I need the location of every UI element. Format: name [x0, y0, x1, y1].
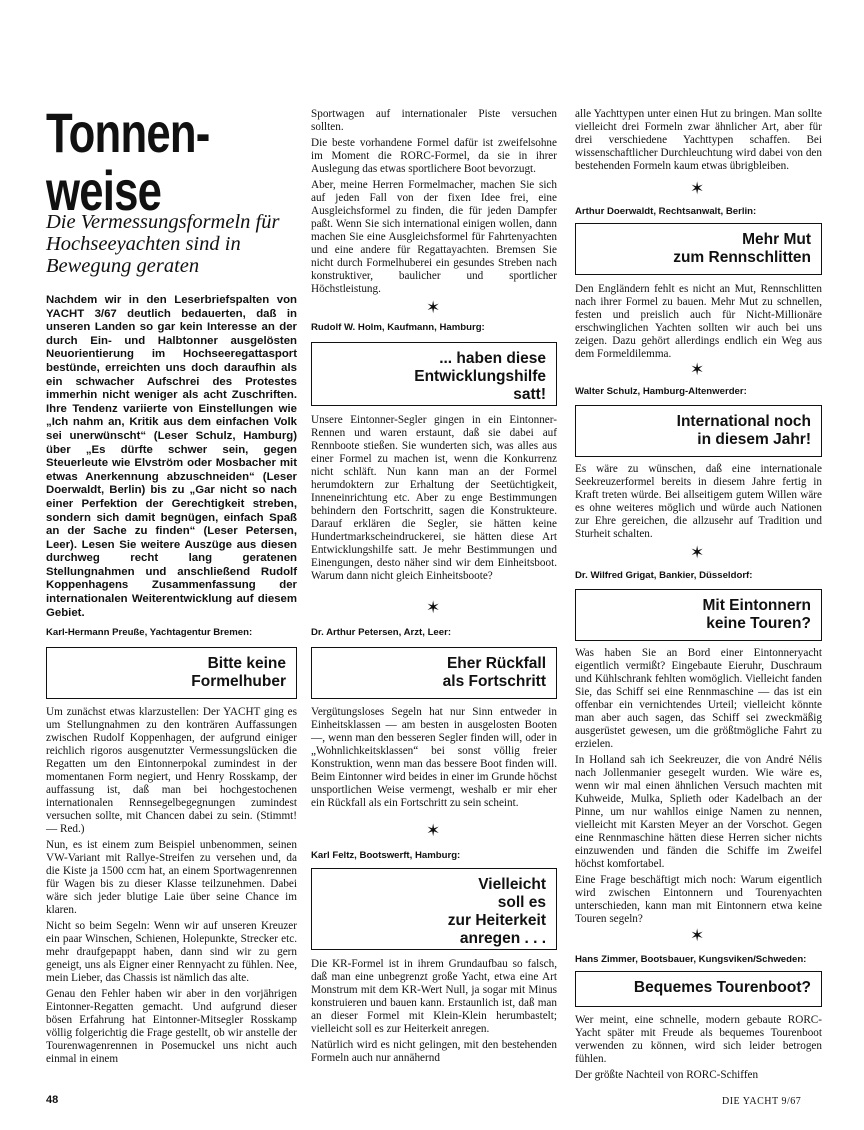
box-line: anregen . . . [459, 930, 546, 947]
byline-doerwaldt: Arthur Doerwaldt, Rechtsanwalt, Berlin: [575, 206, 757, 217]
paragraph: Sportwagen auf internationaler Piste versuchen sollten. [311, 108, 557, 133]
box-line: Bitte keine [207, 655, 286, 672]
box-line: Formelhuber [191, 673, 286, 690]
intro-paragraph: Nachdem wir in den Leserbriefspalten von YACHT 3/67 deutlich bedauerten, daß in unseren Landen so gar kein Interesse an der durch Ein- und Halbtonner ausgelösten Neuorientierung im Hochseeregattasport bestünde, erreichten uns doch daraufhin als ein schwacher Aufschrei des Protestes immerhin nicht weniger als acht Zuschriften. Ihre Tendenz variierte von Einstellungen wie „Ich nahm an, Kritik aus dem einfachen Volk sei unerwünscht“ (Leser Schulz, Hamburg) über „Es dürfte schwer sein, gegen Steuerleute wie Elvström oder Mosbacher mit etwas Anerkennung abzuschneiden“ (Leser Doerwaldt, Berlin) bis zu „Gar nicht so nach einer Perfektion der Gerechtigkeit streben, sondern sich damit begnügen, einfach Spaß an der Sache zu finden“ (Leser Petersen, Leer). Lesen Sie weitere Auszüge aus diesen durchweg recht lang geratenen Stellungnahmen und anschließend Rudolf Koppenhagens Zusammenfassung der internationalen Weiterentwicklung auf diesem Gebiet. [46, 294, 297, 619]
byline-grigat: Dr. Wilfred Grigat, Bankier, Düsseldorf: [575, 570, 753, 581]
separator-star: ✶ [426, 821, 441, 841]
headline-box-entwicklungshilfe [311, 342, 557, 406]
headline-box-tourenboot [575, 971, 822, 1007]
col2-text-1 [311, 414, 557, 586]
box-line: keine Touren? [706, 615, 811, 632]
paragraph: Nicht so beim Segeln: Wenn wir auf unseren Kreuzer ein paar Winschen, Schienen, Holepunkte, Strecker etc. mehr draufgepappt haben, dann sind wir zu gern geneigt, uns als Eigner einer Rennyacht zu fühlen. Nee, mein Lieber, das Chassis ist nämlich das alte. [46, 920, 297, 984]
paragraph: Wer meint, eine schnelle, modern gebaute RORC-Yacht später mit Freude als bequemes Tourenboot verwenden zu können, wird sich leider betrogen fühlen. [575, 1014, 822, 1065]
col3-text-2 [575, 463, 822, 544]
box-line: soll es [497, 894, 546, 911]
col3-text-4 [575, 1014, 822, 1085]
col3-text-3 [575, 647, 822, 929]
col3-top-text [575, 108, 822, 176]
box-line: Mit Eintonnern [702, 597, 811, 614]
col1-text [46, 706, 297, 1069]
title-line-2: weise [46, 159, 162, 222]
box-line: zum Rennschlitten [673, 249, 811, 266]
separator-star: ✶ [426, 598, 441, 618]
headline-box-mehr-mut [575, 223, 822, 275]
paragraph: Die beste vorhandene Formel dafür ist zweifelsohne im Moment die RORC-Formel, da sie in ihrer Auslegung das etwas sportlichere Boot bevorzugt. [311, 137, 557, 175]
byline-schulz: Walter Schulz, Hamburg-Altenwerder: [575, 386, 747, 397]
headline-box-rueckfall [311, 647, 557, 699]
box-line: ... haben diese [439, 350, 546, 367]
paragraph: Vergütungsloses Segeln hat nur Sinn entweder in Einheitsklassen — am besten in ausgelosten Booten —, wenn man den besseren Segler finden will, oder in „Wohnlichkeitsklassen“ bei sonst völlig freier Konstruktion, wenn man das bessere Boot finden will. Beim Eintonner wird beides in einer im Grunde höchst unsportlichen Weise vermengt, weshalb er mir eher ein Rückfall als ein Fortschritt zu sein scheint. [311, 706, 557, 809]
box-line: in diesem Jahr! [697, 431, 811, 448]
magazine-footer: DIE YACHT 9/67 [722, 1096, 802, 1107]
title-line-1: Tonnen- [46, 101, 210, 164]
box-line: Bequemes Tourenboot? [633, 979, 811, 996]
headline-box-eintonnern [575, 589, 822, 641]
byline-petersen: Dr. Arthur Petersen, Arzt, Leer: [311, 627, 452, 638]
paragraph: Aber, meine Herren Formelmacher, machen Sie sich auf jeden Fall von der fixen Idee frei, eine Ausgleichsformel zu finden, die für jeden Dampfer paßt. Wenn Sie sich international einigen wollen, dann machen Sie eine Ausgleichsformel für Fahrtenyachten und eine andere für Regattayachten. Bremsen Sie nicht durch Formelhuberei ein gesundes Streben nach konstruktiver, baulicher und sportlicher Höchstleistung. [311, 179, 557, 295]
separator-star: ✶ [690, 179, 705, 199]
box-line: als Fortschritt [442, 673, 546, 690]
separator-star: ✶ [690, 926, 705, 946]
article-title [46, 101, 210, 222]
byline-feltz: Karl Feltz, Bootswerft, Hamburg: [311, 850, 461, 861]
paragraph: Genau den Fehler haben wir aber in den vorjährigen Eintonner-Regatten gemacht. Und aufgrund dieser bösen Erfahrung hat Eintonner-Mitsegler Rosskamp völlig folgerichtig die Frage gestellt, ob wir anstelle der Tourenwagenrennen in Posemuckel uns nicht auch einmal in einem [46, 988, 297, 1065]
headline-box-international [575, 405, 822, 457]
separator-star: ✶ [426, 298, 441, 318]
box-line: satt! [513, 386, 546, 403]
paragraph: Es wäre zu wünschen, daß eine internationale Seekreuzerformel bereits in diesem Jahre fertig in Kraft treten würde. Bei allseitigem gutem Willen wäre es ohne weiteres möglich und würde auch Nationen zur Ehre gereichen, die allzusehr auf Tradition und Sturheit schalten. [575, 463, 822, 540]
paragraph: Unsere Eintonner-Segler gingen in ein Eintonner-Rennen und waren erstaunt, daß sie dabei auf Rennboote stießen. Sie wunderten sich, was alles aus einer Formel zu machen ist, wenn die Konkurrenz nicht schläft. Nun kann man an der Formel herumdoktern zur Erhaltung der Seetüchtigkeit, Inneneinrichtung etc. Aber zu enge Bestimmungen behindern den Fortschritt, sagen die Konstrukteure. Darauf erklären die Segler, sie hätten keine Hundertmarkscheindruckerei, sie hätten diese Art Entwicklungshilfe satt. Je mehr Bestimmungen und Einengungen, desto näher sind wir dem Einheitsboot. Warum dann nicht gleich Einheitsboote? [311, 414, 557, 582]
box-line: Vielleicht [478, 876, 546, 893]
paragraph: alle Yachttypen unter einen Hut zu bringen. Man sollte vielleicht drei Formeln zwar ähnlicher Art, aber für drei verschiedene Yachttypen schaffen. Bei wissenschaftlicher Durchleuchtung wird dabei von den bestehenden Formeln kaum etwas übrigbleiben. [575, 108, 822, 172]
article-subtitle: Die Vermessungsformeln für Hochseeyachten sind in Bewegung geraten [46, 211, 280, 277]
paragraph: Was haben Sie an Bord einer Eintonneryacht eigentlich vermißt? Eingebaute Eieruhr, Duschraum und Kühlschrank fehlten womöglich. Vielleicht fanden Sie, das Schiff sei eine Rennmaschine — das ist ein offenbar ein vernichtendes Urteil; vielleicht könnte man aber auch sagen, das Schiff sei zweckmäßig ausgerüstet gewesen, um die größtmögliche Fahrt zu erzielen. [575, 647, 822, 750]
box-line: Mehr Mut [742, 231, 811, 248]
paragraph: Den Engländern fehlt es nicht an Mut, Rennschlitten nach ihrer Formel zu bauen. Mehr Mut zu schnellen, festen und preislich auch für Nicht-Millionäre erschwinglichen Yachten sollten wir auch bei uns zeigen. Dazu gehört allerdings endlich ein Weg aus dem Formeldilemma. [575, 283, 822, 360]
paragraph: In Holland sah ich Seekreuzer, die von André Nélis nach Jollenmanier gesegelt wurden. Wie wäre es, wenn wir mal einen ähnlichen Versuch machten mit Kuhweide, Mulka, Splieth oder Kadelbach an der Pinne, um nur wahllos einige Namen zu nennen, vielleicht mit Karsten Meyer an der Vorschot. Gegen eine Rennmaschine hätten diese Herren sicher nichts einzuwenden und fänden die Schiffe im Zweifel höchst komfortabel. [575, 754, 822, 870]
col2-text-3 [311, 958, 557, 1068]
paragraph: Die KR-Formel ist in ihrem Grundaufbau so falsch, daß man eine unbegrenzt große Yacht, etwa eine Art Monstrum mit dem KR-Wert Null, ja sogar mit Minus konstruieren und bauen kann. Erstaunlich ist, daß man an dieser Formel mit Klein-Klein herumbastelt; vielleicht soll es zur Heiterkeit anregen. [311, 958, 557, 1035]
byline-holm: Rudolf W. Holm, Kaufmann, Hamburg: [311, 322, 485, 333]
headline-box-bitte-keine [46, 647, 297, 699]
col2-text-2 [311, 706, 557, 813]
paragraph: Eine Frage beschäftigt mich noch: Warum eigentlich wird zwischen Eintonnern und Tourenyachten unterschieden, kann man mit Eintonnern etwa keine Touren segeln? [575, 874, 822, 925]
paragraph: Um zunächst etwas klarzustellen: Der YACHT ging es um Stellungnahmen zu den konträren Auffassungen zwischen Rudolf Koppenhagen, der aufgrund einiger reichlich rigoros ausgenutzter Vermessungslücken die Regatten um den Eintonnerpokal zumindest in der momentanen Form negiert, und Henry Rosskamp, der auffassung ist, daß man bei hochgestochenen internationalen Rennsegelbegegnungen zumindest versuchen sollte, mit Chancen dabei zu sein. (Stimmt! — Red.) [46, 706, 297, 835]
paragraph: Nun, es ist einem zum Beispiel unbenommen, seinen VW-Variant mit Rallye-Streifen zu versehen und, da die Kiste ja 1500 ccm hat, an einem Sportwagenrennen für Wagen bis zu dieser Klasse teilzunehmen. Dabei wäre sich jeder blutige Laie über seine Chance im klaren. [46, 839, 297, 916]
col3-text-1 [575, 283, 822, 364]
byline-preusse: Karl-Hermann Preuße, Yachtagentur Bremen: [46, 627, 253, 638]
headline-box-heiterkeit [311, 868, 557, 950]
page-number: 48 [46, 1094, 59, 1106]
box-line: zur Heiterkeit [447, 912, 546, 929]
col2-top-text [311, 108, 557, 299]
paragraph: Der größte Nachteil von RORC-Schiffen [575, 1069, 759, 1081]
box-line: Entwicklungshilfe [414, 368, 546, 385]
paragraph: Natürlich wird es nicht gelingen, mit den bestehenden Formeln auch nur annähernd [311, 1039, 557, 1064]
separator-star: ✶ [690, 543, 705, 563]
box-line: Eher Rückfall [446, 655, 546, 672]
separator-star: ✶ [690, 360, 705, 380]
box-line: International noch [676, 413, 811, 430]
byline-zimmer: Hans Zimmer, Bootsbauer, Kungsviken/Schweden: [575, 954, 807, 965]
